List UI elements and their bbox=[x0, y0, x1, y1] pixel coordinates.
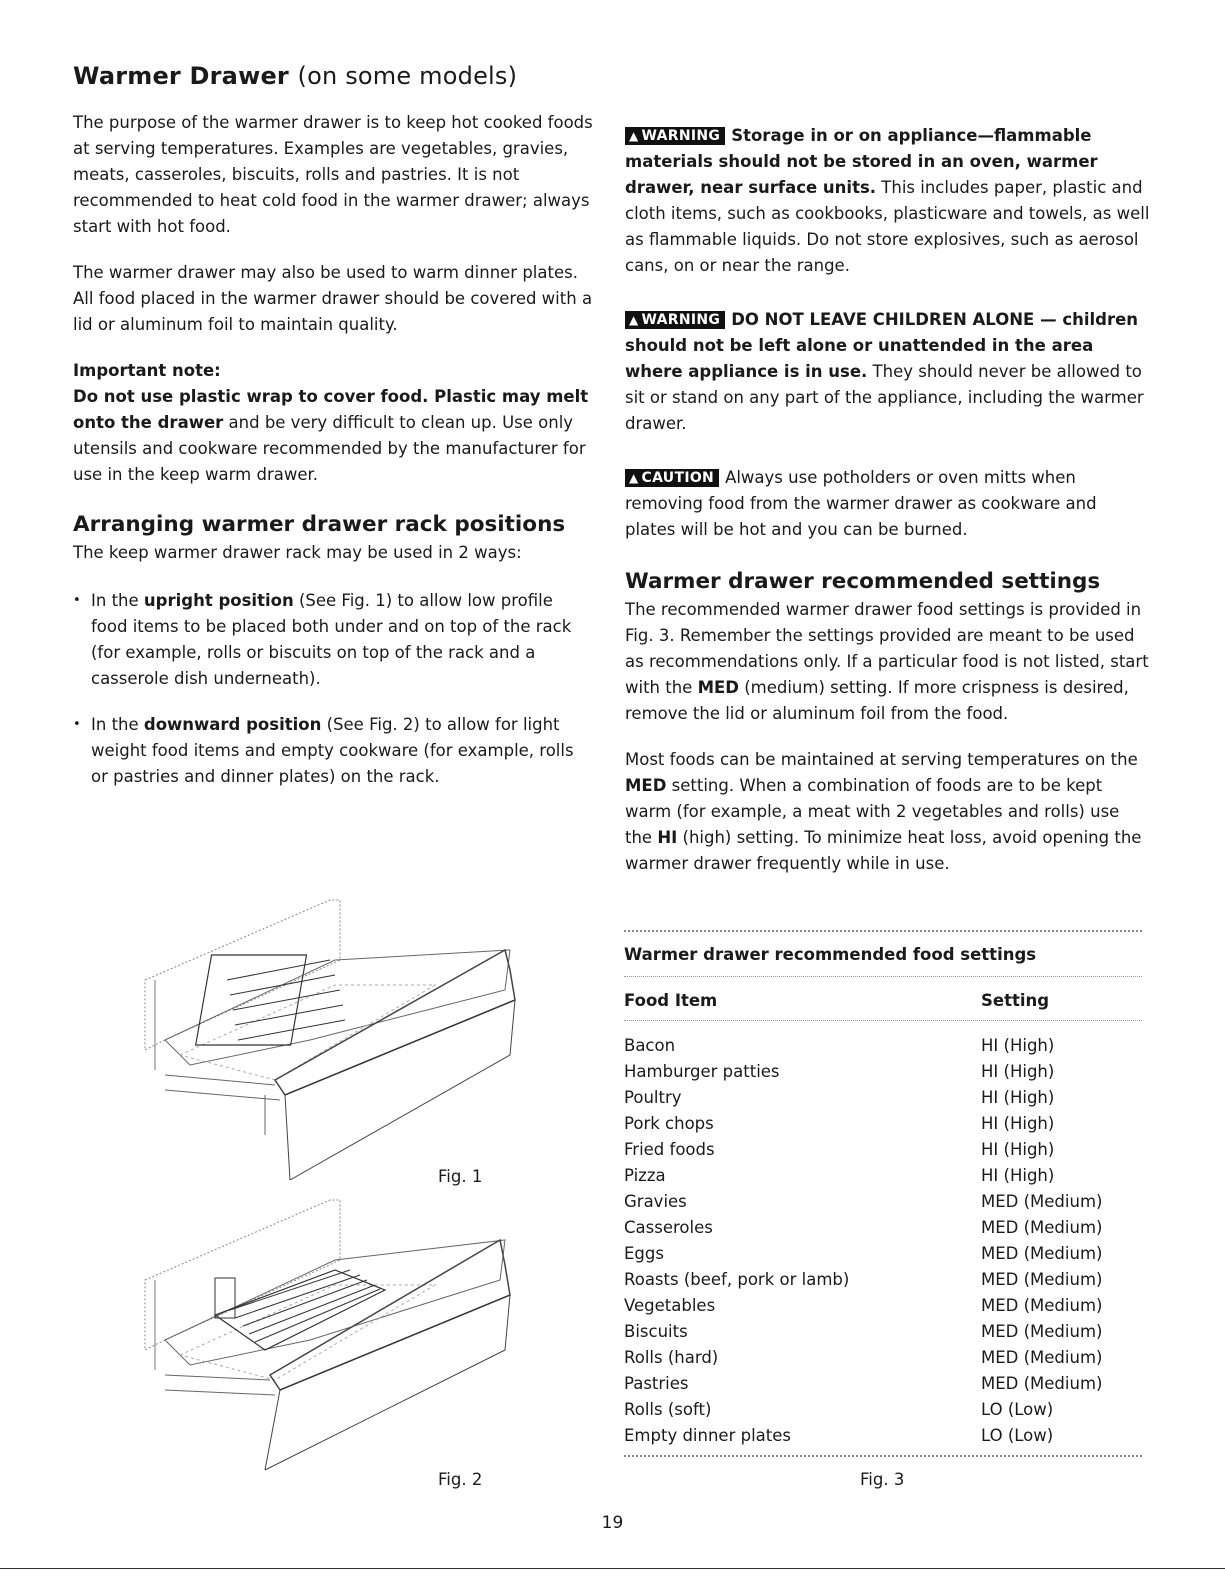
table-row bbox=[624, 1371, 1142, 1397]
fig2-label: Fig. 2 bbox=[438, 1470, 483, 1489]
food-item-cell: Hamburger patties bbox=[624, 1062, 780, 1081]
rack-section-heading: Arranging warmer drawer rack positions bbox=[73, 512, 566, 537]
setting-cell: LO (Low) bbox=[981, 1426, 1054, 1445]
right-column bbox=[625, 123, 1150, 877]
table-row bbox=[624, 1241, 1142, 1267]
food-item-cell: Pastries bbox=[624, 1374, 689, 1393]
caution-badge: ▲ CAUTION bbox=[625, 469, 719, 487]
food-item-cell: Biscuits bbox=[624, 1322, 688, 1341]
table-row bbox=[624, 1137, 1142, 1163]
table-row bbox=[624, 1215, 1142, 1241]
fig3-label: Fig. 3 bbox=[860, 1470, 905, 1489]
setting-cell: MED (Medium) bbox=[981, 1374, 1103, 1393]
important-note-heading: Important note: bbox=[73, 361, 221, 380]
intro-paragraph: The purpose of the warmer drawer is to keep hot cooked foods at serving temperatures. Examples are vegetables, gravies, meats, casseroles, biscuits, rolls and pastries. It is not recommended to heat cold food in the warmer drawer; always start with hot food. bbox=[73, 113, 593, 236]
list-item-downward: • In the downward position (See Fig. 2) to allow for light weight food items and empty cookware (for example, rolls or pastries and dinner plates) on the rack. bbox=[73, 712, 593, 790]
warning-badge: ▲ WARNING bbox=[625, 127, 725, 145]
setting-cell: HI (High) bbox=[981, 1036, 1055, 1055]
food-settings-table bbox=[624, 930, 1142, 1457]
setting-cell: MED (Medium) bbox=[981, 1322, 1103, 1341]
setting-cell: HI (High) bbox=[981, 1166, 1055, 1185]
setting-cell: MED (Medium) bbox=[981, 1192, 1103, 1211]
table-row bbox=[624, 1033, 1142, 1059]
table-row bbox=[624, 1397, 1142, 1423]
flammable-warning: ▲ WARNING Storage in or on appliance—flammable materials should not be stored in an oven, warmer drawer, near surface units. This includes paper, plastic and cloth items, such as cookbooks, plasticware and towels, as well as flammable liquids. Do not store explosives, such as aerosol cans, on or near the range. bbox=[625, 126, 1150, 275]
bottom-divider bbox=[0, 1568, 1225, 1569]
alert-triangle-icon: ▲ bbox=[629, 313, 639, 327]
food-item-cell: Roasts (beef, pork or lamb) bbox=[624, 1270, 850, 1289]
food-item-cell: Poultry bbox=[624, 1088, 682, 1107]
page-number: 19 bbox=[601, 1513, 624, 1533]
food-item-cell: Bacon bbox=[624, 1036, 676, 1055]
rack-section-intro: The keep warmer drawer rack may be used in 2 ways: bbox=[73, 543, 522, 562]
setting-cell: HI (High) bbox=[981, 1062, 1055, 1081]
table-row bbox=[624, 1111, 1142, 1137]
table-row bbox=[624, 1293, 1142, 1319]
food-item-cell: Gravies bbox=[624, 1192, 687, 1211]
setting-cell: MED (Medium) bbox=[981, 1348, 1103, 1367]
settings-paragraph-1: The recommended warmer drawer food settings is provided in Fig. 3. Remember the settings provided are meant to be used as recommendations only. If a particular food is not listed, start with the MED (medium) setting. If more crispness is desired, remove the lid or aluminum foil from the food. bbox=[625, 600, 1149, 723]
warning-badge: ▲ WARNING bbox=[625, 311, 725, 329]
food-item-cell: Vegetables bbox=[624, 1296, 716, 1315]
page-title-sub: (on some models) bbox=[297, 62, 518, 90]
table-row bbox=[624, 1345, 1142, 1371]
settings-paragraph-2: Most foods can be maintained at serving temperatures on the MED setting. When a combination of foods are to be kept warm (for example, a meat with 2 vegetables and rolls) use the HI (high) setting. To minimize heat loss, avoid opening the warmer drawer frequently while in use. bbox=[625, 750, 1142, 873]
plates-paragraph: The warmer drawer may also be used to warm dinner plates. All food placed in the warmer drawer should be covered with a lid or aluminum foil to maintain quality. bbox=[73, 263, 593, 334]
fig1-drawer-upright-illustration bbox=[135, 890, 525, 1180]
table-row bbox=[624, 1163, 1142, 1189]
table-row bbox=[624, 1267, 1142, 1293]
alert-triangle-icon: ▲ bbox=[629, 471, 639, 485]
page-title bbox=[73, 62, 593, 90]
list-item-upright: • In the upright position (See Fig. 1) to allow low profile food items to be placed both under and on top of the rack (for example, rolls or biscuits on top of the rack and a casserole dish underneath). bbox=[73, 588, 593, 692]
table-row bbox=[624, 1085, 1142, 1111]
food-item-cell: Fried foods bbox=[624, 1140, 715, 1159]
setting-cell: HI (High) bbox=[981, 1088, 1055, 1107]
setting-cell: MED (Medium) bbox=[981, 1270, 1103, 1289]
column-header-food-item: Food Item bbox=[624, 991, 718, 1010]
table-header-row bbox=[624, 977, 1142, 1021]
food-item-cell: Rolls (hard) bbox=[624, 1348, 719, 1367]
food-item-cell: Empty dinner plates bbox=[624, 1426, 791, 1445]
important-note-rest: and be very difficult to clean up. Use only utensils and cookware recommended by the manufacturer for use in the keep warm drawer. bbox=[73, 413, 586, 484]
setting-cell: MED (Medium) bbox=[981, 1244, 1103, 1263]
food-item-cell: Pork chops bbox=[624, 1114, 714, 1133]
children-warning: ▲ WARNING DO NOT LEAVE CHILDREN ALONE — children should not be left alone or unattended in the area where appliance is in use. They should never be allowed to sit or stand on any part of the appliance, including the warmer drawer. bbox=[625, 310, 1144, 433]
settings-section-heading: Warmer drawer recommended settings bbox=[625, 569, 1101, 594]
left-column bbox=[73, 62, 593, 810]
setting-cell: MED (Medium) bbox=[981, 1296, 1103, 1315]
setting-cell: LO (Low) bbox=[981, 1400, 1054, 1419]
setting-cell: MED (Medium) bbox=[981, 1218, 1103, 1237]
fig1-label: Fig. 1 bbox=[438, 1167, 483, 1186]
potholder-caution: ▲ CAUTION Always use potholders or oven mitts when removing food from the warmer drawer as cookware and plates will be hot and you can be burned. bbox=[625, 468, 1097, 539]
table-body bbox=[624, 1021, 1142, 1457]
table-row bbox=[624, 1319, 1142, 1345]
setting-cell: HI (High) bbox=[981, 1114, 1055, 1133]
page-title-main: Warmer Drawer bbox=[73, 62, 289, 90]
food-item-cell: Eggs bbox=[624, 1244, 664, 1263]
table-title: Warmer drawer recommended food settings bbox=[624, 930, 1142, 977]
column-header-setting: Setting bbox=[981, 991, 1050, 1010]
important-note-text bbox=[73, 384, 593, 488]
food-item-cell: Casseroles bbox=[624, 1218, 713, 1237]
food-item-cell: Pizza bbox=[624, 1166, 666, 1185]
fig2-drawer-downward-illustration bbox=[135, 1190, 525, 1480]
table-row bbox=[624, 1059, 1142, 1085]
setting-cell: HI (High) bbox=[981, 1140, 1055, 1159]
alert-triangle-icon: ▲ bbox=[629, 129, 639, 143]
table-row bbox=[624, 1189, 1142, 1215]
food-item-cell: Rolls (soft) bbox=[624, 1400, 712, 1419]
rack-position-list bbox=[73, 588, 593, 790]
table-row bbox=[624, 1423, 1142, 1449]
important-note-bold: Do not use plastic wrap to cover food. Plastic may melt onto the drawer bbox=[73, 387, 589, 432]
